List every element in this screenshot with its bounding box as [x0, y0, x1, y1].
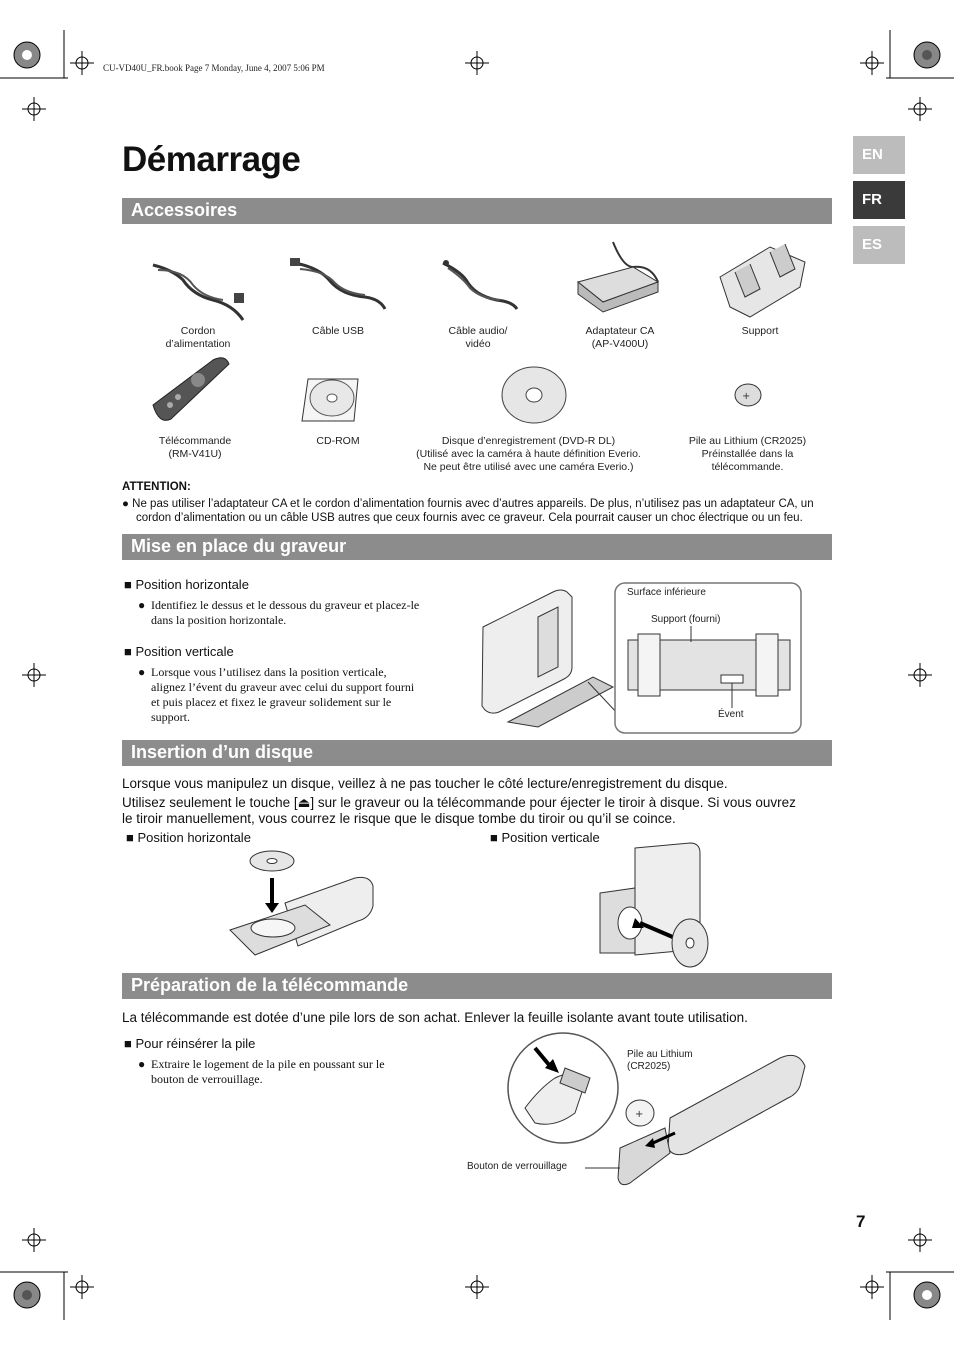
remote-intro: La télécommande est dotée d’une pile lors de son achat. Enlever la feuille isolante avant toute utilisation.: [122, 1010, 748, 1025]
caption-av-cable: Câble audio/ vidéo: [448, 325, 508, 350]
insert-horizontal-illustration: [225, 848, 380, 958]
section-header-accessories: Accessoires: [122, 198, 832, 224]
svg-text:+: +: [742, 391, 751, 402]
insert-vertical-title: ■ Position verticale: [490, 830, 600, 845]
dvd-illustration: [500, 365, 568, 425]
crop-mark-bottom-right: [860, 1228, 954, 1320]
crop-mark-top-left: [0, 30, 94, 121]
header-meta: CU-VD40U_FR.book Page 7 Monday, June 4, 2007 5:06 PM: [103, 63, 325, 73]
insert-vertical-illustration: [595, 838, 715, 968]
burner-stand-diagram: [478, 582, 808, 737]
page-title: Démarrage: [122, 140, 301, 179]
section-header-setup: Mise en place du graveur: [122, 534, 832, 560]
caption-power-cord: Cordon d’alimentation: [165, 325, 231, 350]
square-bullet-icon: ■: [126, 830, 138, 845]
tab-label: ES: [862, 236, 883, 253]
diagram-label-bottom-surface: Surface inférieure: [627, 587, 706, 598]
bullet-icon: ●: [122, 498, 133, 510]
diagram-label-stand: Support (fourni): [651, 614, 721, 625]
diagram-label-vent: Évent: [718, 709, 744, 720]
diagram-label-lock-button: Bouton de verrouillage: [467, 1161, 568, 1172]
power-cord-illustration: [148, 255, 248, 315]
crop-mark-top-center: [465, 51, 489, 75]
square-bullet-icon: ■: [124, 577, 136, 592]
square-bullet-icon: ■: [124, 1036, 136, 1051]
insert-horizontal-title: ■ Position horizontale: [126, 830, 251, 845]
eject-icon: ⏏: [297, 795, 311, 810]
caption-cdrom: CD-ROM: [316, 435, 360, 447]
caption-ac-adapter: Adaptateur CA (AP-V400U): [585, 325, 655, 350]
attention-line: cordon d’alimentation ou un câble USB autres que ceux fournis avec ce graveur. Cela pourrait causer un choc électrique ou un feu.: [136, 512, 803, 524]
setup-horizontal-text: ● Identifiez le dessus et le dessous du graveur et placez-le dans la position horizontale.: [138, 598, 420, 627]
bullet-icon: ●: [138, 1057, 146, 1071]
cdrom-illustration: [300, 373, 362, 425]
square-bullet-icon: ■: [124, 644, 136, 659]
crop-mark-side-left: [22, 663, 46, 687]
crop-mark-bottom-center: [465, 1275, 489, 1299]
tab-label: FR: [862, 191, 882, 208]
section-header-insert: Insertion d’un disque: [122, 740, 832, 766]
tab-language-en[interactable]: [853, 136, 905, 174]
ac-adapter-illustration: [573, 242, 668, 317]
remote-illustration: [148, 355, 233, 425]
bullet-icon: ●: [138, 665, 146, 679]
caption-usb-cable: Câble USB: [312, 325, 364, 337]
caption-dvd: Disque d’enregistrement (DVD-R DL) (Utilisé avec la caméra à haute définition Everio. Ne peut être utilisé avec une caméra Everio.): [416, 435, 641, 473]
tab-language-fr[interactable]: [853, 181, 905, 219]
usb-cable-illustration: [290, 255, 390, 310]
tab-label: EN: [862, 146, 883, 163]
stand-illustration: [710, 242, 810, 322]
caption-battery: Pile au Lithium (CR2025) Préinstallée dans la télécommande.: [688, 435, 807, 473]
crop-mark-side-right: [908, 663, 932, 687]
caption-stand: Support: [741, 325, 779, 337]
square-bullet-icon: ■: [490, 830, 502, 845]
bullet-icon: ●: [138, 598, 146, 612]
attention-note: [122, 497, 832, 525]
remote-reinsert-title: ■ Pour réinsérer la pile: [124, 1036, 256, 1051]
tab-language-es[interactable]: [853, 226, 905, 264]
diagram-label-battery: Pile au Lithium (CR2025): [627, 1049, 693, 1072]
insert-text: Lorsque vous manipulez un disque, veillez à ne pas toucher le côté lecture/enregistrement du disque. Utilisez seulement le touche [⏏] sur le graveur ou la télécommande pour éjecter le tiroir à disque. Si vous ouvrez le tiroir manuellement, vous courrez le risque que le disque tombe du tiroir ou qu’il se coince.: [122, 776, 796, 826]
setup-vertical-text: ● Lorsque vous l’utilisez dans la position verticale, alignez l’évent du graveur avec celui du support fourni et puis placez et fixez le graveur solidement sur le support.: [138, 665, 415, 724]
battery-illustration: [733, 380, 763, 410]
av-cable-illustration: [440, 258, 520, 308]
svg-text:+: +: [635, 1109, 644, 1120]
caption-remote: Télécommande (RM-V41U): [158, 435, 232, 460]
remote-reinsert-text: ● Extraire le logement de la pile en poussant sur le bouton de verrouillage.: [138, 1057, 385, 1086]
crop-mark-top-right: [860, 30, 954, 121]
attention-heading: ATTENTION:: [122, 481, 191, 493]
setup-vertical-title: ■ Position verticale: [124, 644, 234, 659]
page-number: 7: [856, 1212, 866, 1231]
crop-mark-bottom-left: [0, 1228, 94, 1320]
setup-horizontal-title: ■ Position horizontale: [124, 577, 249, 592]
attention-line: ● Ne pas utiliser l’adaptateur CA et le cordon d’alimentation fournis avec d’autres appareils. De plus, n’utilisez pas un adaptateur CA, un: [122, 498, 814, 510]
section-header-remote: Préparation de la télécommande: [122, 973, 832, 999]
